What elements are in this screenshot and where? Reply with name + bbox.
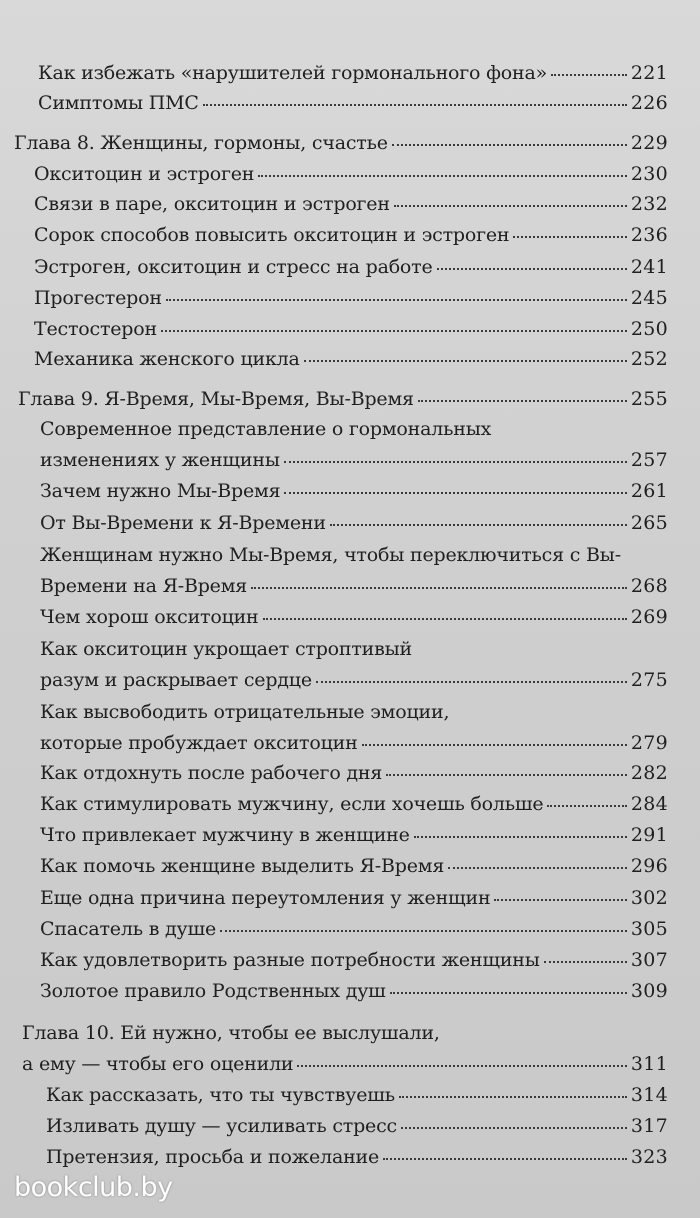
dot-leader (448, 866, 627, 869)
toc-entry (40, 728, 668, 758)
toc-entry-title: Сорок способов повысить окситоцин и эстроген (34, 224, 510, 246)
toc-entry (46, 1080, 668, 1110)
toc-entry (40, 976, 668, 1006)
toc-entry-title: Что привлекает мужчину в женщине (40, 824, 410, 846)
toc-entry (40, 665, 668, 695)
toc-entry-title: Как помочь женщине выделить Я-Время (40, 855, 445, 877)
toc-entry-page: 282 (630, 762, 668, 784)
toc-entry-page: 261 (630, 480, 668, 502)
toc-entry-page: 275 (630, 669, 668, 691)
toc-entry-page: 230 (630, 163, 668, 185)
toc-entry (46, 1111, 668, 1141)
toc-entry (40, 758, 668, 788)
dot-leader (362, 743, 627, 746)
toc-entry (40, 602, 668, 632)
toc-entry (18, 384, 668, 414)
toc-entry-title: Эстроген, окситоцин и стресс на работе (34, 256, 433, 278)
toc-entry (40, 945, 668, 975)
toc-entry-page: 229 (630, 132, 668, 154)
toc-entry (40, 540, 621, 570)
toc-entry (38, 58, 668, 88)
toc-entry-page: 311 (630, 1053, 668, 1075)
toc-entry-page: 232 (630, 193, 668, 215)
dot-leader (161, 329, 627, 332)
toc-entry-title: Как рассказать, что ты чувствуешь (46, 1084, 395, 1106)
toc-entry-page: 257 (630, 449, 668, 471)
toc-entry-page: 226 (630, 92, 668, 114)
toc-entry-page: 284 (630, 793, 668, 815)
toc-entry-page: 236 (630, 224, 668, 246)
toc-entry-page: 302 (630, 887, 668, 909)
dot-leader (399, 1095, 627, 1098)
toc-entry (40, 445, 668, 475)
toc-entry-title: Еще одна причина переутомления у женщин (40, 887, 491, 909)
dot-leader (258, 174, 627, 177)
toc-entry-page: 296 (630, 855, 668, 877)
dot-leader (551, 73, 627, 76)
dot-leader (437, 267, 627, 270)
toc-entry-title: Как высвободить отрицательные эмоции, (40, 701, 450, 723)
toc-entry-title: Глава 10. Ей нужно, чтобы ее выслушали, (22, 1022, 440, 1044)
toc-entry-page: 309 (630, 980, 668, 1002)
toc-entry-page: 305 (630, 918, 668, 940)
toc-entry-title: Золотое правило Родственных душ (40, 980, 386, 1002)
toc-entry-page: 307 (630, 949, 668, 971)
dot-leader (304, 359, 627, 362)
dot-leader (392, 143, 627, 146)
toc-entry (34, 314, 668, 344)
toc-entry-title: Как удовлетворить разные потребности женщины (40, 949, 540, 971)
toc-entry-title: Тестостерон (34, 318, 157, 340)
toc-entry-title: Прогестерон (34, 287, 162, 309)
toc-entry-title: Времени на Я-Время (40, 575, 248, 597)
toc-entry-page: 241 (630, 256, 668, 278)
dot-leader (414, 835, 627, 838)
toc-entry (40, 476, 668, 506)
toc-entry (38, 88, 668, 118)
toc-entry-page: 317 (630, 1115, 668, 1137)
toc-entry-page: 245 (630, 287, 668, 309)
dot-leader (513, 235, 626, 238)
toc-entry-title: изменениях у женщины (40, 449, 280, 471)
toc-entry (34, 252, 668, 282)
dot-leader (297, 1064, 626, 1067)
toc-entry-title: Претензия, просьба и пожелание (46, 1146, 380, 1168)
toc-entry (14, 128, 668, 158)
toc-entry (46, 1142, 668, 1172)
dot-leader (494, 898, 626, 901)
toc-entry-page: 314 (630, 1084, 668, 1106)
toc-entry (40, 820, 668, 850)
dot-leader (544, 960, 627, 963)
toc-entry-title: От Вы-Времени к Я-Времени (40, 512, 326, 534)
toc-entry-title: Как отдохнуть после рабочего дня (40, 762, 383, 784)
dot-leader (316, 680, 627, 683)
toc-entry (40, 914, 668, 944)
toc-entry (40, 697, 449, 727)
toc-entry-title: Современное представление о гормональных (40, 418, 492, 440)
toc-entry (34, 189, 668, 219)
toc-entry-title: Механика женского цикла (34, 348, 300, 370)
toc-entry-title: Чем хорош окситоцин (40, 606, 259, 628)
toc-entry-title: которые пробуждает окситоцин (40, 732, 358, 754)
dot-leader (401, 1126, 627, 1129)
toc-entry-title: Как окситоцин укрощает строптивый (40, 638, 413, 660)
toc-entry-title: Зачем нужно Мы-Время (40, 480, 281, 502)
dot-leader (418, 399, 627, 402)
toc-entry (40, 508, 668, 538)
toc-entry-title: Симптомы ПМС (38, 92, 199, 114)
toc-entry-page: 323 (630, 1146, 668, 1168)
dot-leader (263, 617, 627, 620)
toc-entry-page: 250 (630, 318, 668, 340)
toc-entry-page: 291 (630, 824, 668, 846)
dot-leader (166, 298, 627, 301)
dot-leader (203, 103, 627, 106)
dot-leader (390, 991, 627, 994)
toc-entry-page: 279 (630, 732, 668, 754)
toc-entry-title: а ему — чтобы его оценили (22, 1053, 294, 1075)
toc-entry (34, 283, 668, 313)
toc-entry-title: Как избежать «нарушителей гормонального фона» (38, 62, 548, 84)
toc-entry-title: разум и раскрывает сердце (40, 669, 312, 691)
dot-leader (383, 1157, 627, 1160)
toc-entry (40, 634, 412, 664)
dot-leader (330, 523, 627, 526)
dot-leader (284, 491, 626, 494)
toc-entry (22, 1018, 440, 1048)
toc-entry (34, 344, 668, 374)
toc-entry (22, 1049, 668, 1079)
toc-entry-title: Женщинам нужно Мы-Время, чтобы переключиться с Вы- (40, 544, 621, 566)
toc-entry-page: 252 (630, 348, 668, 370)
toc-entry (40, 883, 668, 913)
toc-entry-page: 268 (630, 575, 668, 597)
toc-entry-page: 265 (630, 512, 668, 534)
toc-entry-page: 255 (630, 388, 668, 410)
toc-entry (34, 159, 668, 189)
dot-leader (284, 460, 627, 463)
watermark: bookclub.by (14, 1172, 173, 1203)
toc-entry-title: Окситоцин и эстроген (34, 163, 255, 185)
toc-entry-title: Изливать душу — усиливать стресс (46, 1115, 397, 1137)
dot-leader (394, 204, 627, 207)
toc-entry-page: 221 (630, 62, 668, 84)
dot-leader (547, 804, 626, 807)
dot-leader (251, 586, 627, 589)
toc-entry (40, 414, 491, 444)
toc-entry-page: 269 (630, 606, 668, 628)
toc-entry (40, 789, 668, 819)
dot-leader (220, 929, 627, 932)
toc-entry (40, 851, 668, 881)
toc-entry-title: Глава 8. Женщины, гормоны, счастье (14, 132, 388, 154)
toc-entry (40, 571, 668, 601)
toc-entry-title: Спасатель в душе (40, 918, 217, 940)
dot-leader (386, 773, 627, 776)
toc-entry-title: Связи в паре, окситоцин и эстроген (34, 193, 390, 215)
toc-entry (34, 220, 668, 250)
toc-entry-title: Глава 9. Я-Время, Мы-Время, Вы-Время (18, 388, 414, 410)
toc-entry-title: Как стимулировать мужчину, если хочешь больше (40, 793, 544, 815)
